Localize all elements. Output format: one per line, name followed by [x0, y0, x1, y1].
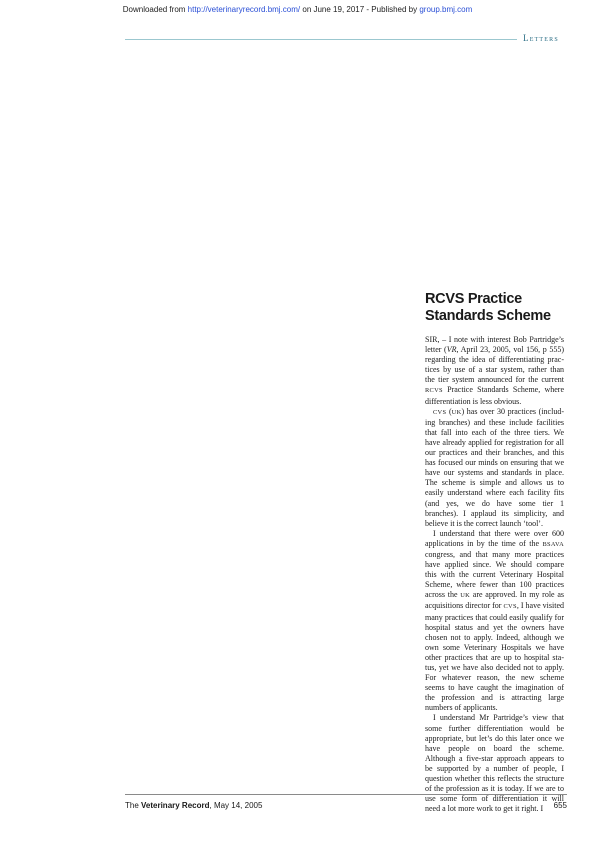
letter-body [425, 335, 564, 814]
publisher-link[interactable]: group.bmj.com [419, 5, 473, 14]
paragraph-3: I understand that there were over 600 applications in by the time of the BSAVA congress, and that many more practices have applied since. We should compare this with the current Veterinary Hospital Scheme, where fewer than 100 practices across the UK are approved. In my role as acquisitions director for CVS, I have visited many practices that could easily qualify for hospital status and yet the owners have chosen not to apply. Indeed, although we own some Veterinary Hospitals we have other practices that are up to hospital status, yet we have also decided not to apply. For whatever reason, the new scheme seems to have caught the imagination of the profession and is attracting large numbers of applicants. [425, 528, 564, 713]
letter-title: RCVS Practice Standards Scheme [425, 291, 551, 324]
issue-date: , May 14, 2005 [209, 801, 263, 810]
footer-rule [125, 794, 567, 795]
paragraph-2: CVS (UK) has over 30 practices (including branches) and these include facilities that fall into each of the three tiers. We have already applied for registration for all our practices and their branches, and this has focused our minds on ensuring that we have our systems and standards in place. The scheme is simple and allows us to easily understand where each facility fits (and yes, we do have some tier 1 branches). I applaud its simplicity, and believe it is the correct launch ‘tool’. [425, 406, 564, 528]
journal-site-link[interactable]: http://veterinaryrecord.bmj.com/ [187, 5, 301, 14]
journal-name: Veterinary Record [141, 801, 210, 810]
download-prefix: Downloaded from [122, 5, 188, 14]
paragraph-1: SIR, – I note with interest Bob Partridge’s letter (VR, April 23, 2005, vol 156, p 555) regarding the idea of differentiating practices by use of a star system, rather than the tier system announced for the current RCVS Practice Standards Scheme, where differentiation is less obvious. [425, 335, 564, 406]
section-label: Letters [523, 33, 559, 43]
download-middle: on June 19, 2017 - Published by [300, 5, 420, 14]
footer-prefix: The [125, 801, 142, 810]
download-banner [0, 5, 595, 14]
footer-citation [125, 801, 262, 810]
header-rule [125, 39, 517, 40]
page-number: 655 [553, 801, 567, 810]
paragraph-4: I understand Mr Partridge’s view that some further differentiation would be appropriate, but let’s do this later once we have people on board the scheme. Although a five-star approach appears to be supported by a number of people, I question whether this reflects the structure of the profession as it is today. If we are to use some form of differentiation it will need a lot more work to get it right. I [425, 713, 564, 814]
